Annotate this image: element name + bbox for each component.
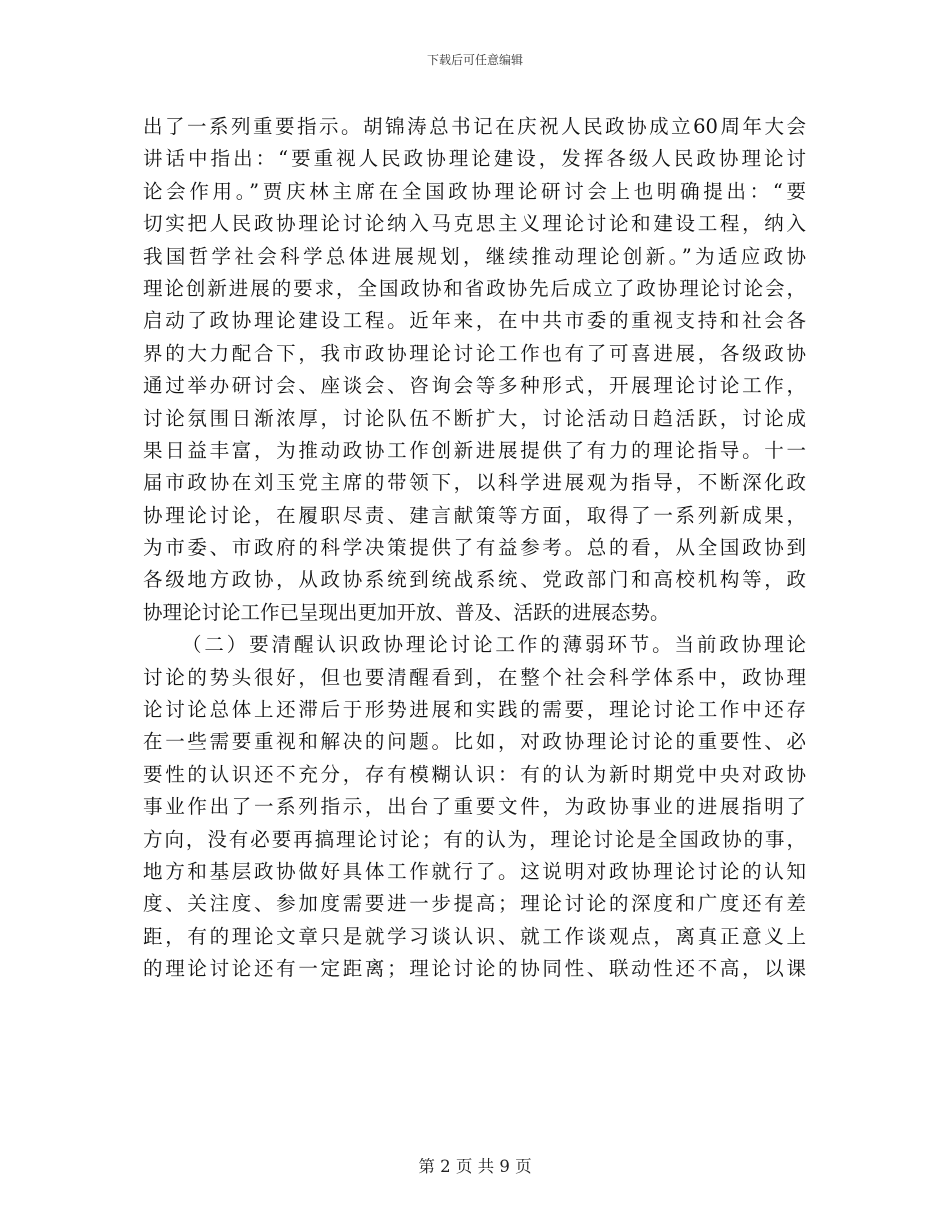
text-line: 协理论讨论，在履职尽责、建言献策等方面，取得了一系列新成果， (143, 503, 806, 527)
text-line: 的理论讨论还有一定距离；理论讨论的协同性、联动性还不高，以课 (143, 957, 806, 981)
paragraph-1 (143, 111, 806, 629)
text-line: 协理论讨论工作已呈现出更加开放、普及、活跃的进展态势。 (143, 600, 670, 624)
text-line: 要性的认识还不充分，存有模糊认识：有的认为新时期党中央对政协 (143, 762, 806, 786)
text-line: 度、关注度、参加度需要进一步提高；理论讨论的深度和广度还有差 (143, 892, 806, 916)
paragraph-2 (143, 629, 806, 985)
text-line: 事业作出了一系列指示，出台了重要文件，为政协事业的进展指明了 (143, 795, 806, 819)
page-number-footer: 第 2 页 共 9 页 (418, 1157, 532, 1176)
text-line: 讨论的势头很好，但也要清醒看到，在整个社会科学体系中，政协理 (143, 665, 806, 689)
text-line: 论讨论总体上还滞后于形势进展和实践的需要，理论讨论工作中还存 (143, 698, 806, 722)
text-line: 切实把人民政协理论讨论纳入马克思主义理论讨论和建设工程，纳入 (143, 212, 806, 236)
text-line: 启动了政协理论建设工程。近年来，在中共市委的重视支持和社会各 (143, 309, 806, 333)
text-line: 距，有的理论文章只是就学习谈认识、就工作谈观点，离真正意义上 (143, 924, 806, 948)
text-line: 出了一系列重要指示。胡锦涛总书记在庆祝人民政协成立60周年大会 (143, 115, 806, 138)
text-line: 在一些需要重视和解决的问题。比如，对政协理论讨论的重要性、必 (143, 730, 806, 754)
text-line: 界的大力配合下，我市政协理论讨论工作也有了可喜进展，各级政协 (143, 341, 806, 365)
text-line: 理论创新进展的要求，全国政协和省政协先后成立了政协理论讨论会， (143, 276, 806, 300)
page-header: 下载后可任意编辑 (426, 53, 523, 67)
text-line: 果日益丰富，为推动政协工作创新进展提供了有力的理论指导。十一 (143, 438, 806, 462)
text-line: 我国哲学社会科学总体进展规划，继续推动理论创新。”为适应政协 (143, 244, 806, 268)
text-line: 各级地方政协，从政协系统到统战系统、党政部门和高校机构等，政 (143, 568, 806, 592)
text-line: 届市政协在刘玉党主席的带领下，以科学进展观为指导，不断深化政 (143, 471, 806, 495)
text-line: 为市委、市政府的科学决策提供了有益参考。总的看，从全国政协到 (143, 536, 806, 560)
document-body (143, 111, 806, 986)
text-line: 讲话中指出：“要重视人民政协理论建设，发挥各级人民政协理论讨 (143, 147, 806, 171)
text-line: 讨论氛围日渐浓厚，讨论队伍不断扩大，讨论活动日趋活跃，讨论成 (143, 406, 806, 430)
text-line: 方向，没有必要再搞理论讨论；有的认为，理论讨论是全国政协的事， (143, 827, 806, 851)
text-line: 通过举办研讨会、座谈会、咨询会等多种形式，开展理论讨论工作， (143, 374, 806, 398)
text-line: 论会作用。”贾庆林主席在全国政协理论研讨会上也明确提出：“要 (143, 179, 806, 203)
text-line: （二）要清醒认识政协理论讨论工作的薄弱环节。当前政协理论 (182, 633, 806, 657)
text-line: 地方和基层政协做好具体工作就行了。这说明对政协理论讨论的认知 (143, 859, 806, 883)
